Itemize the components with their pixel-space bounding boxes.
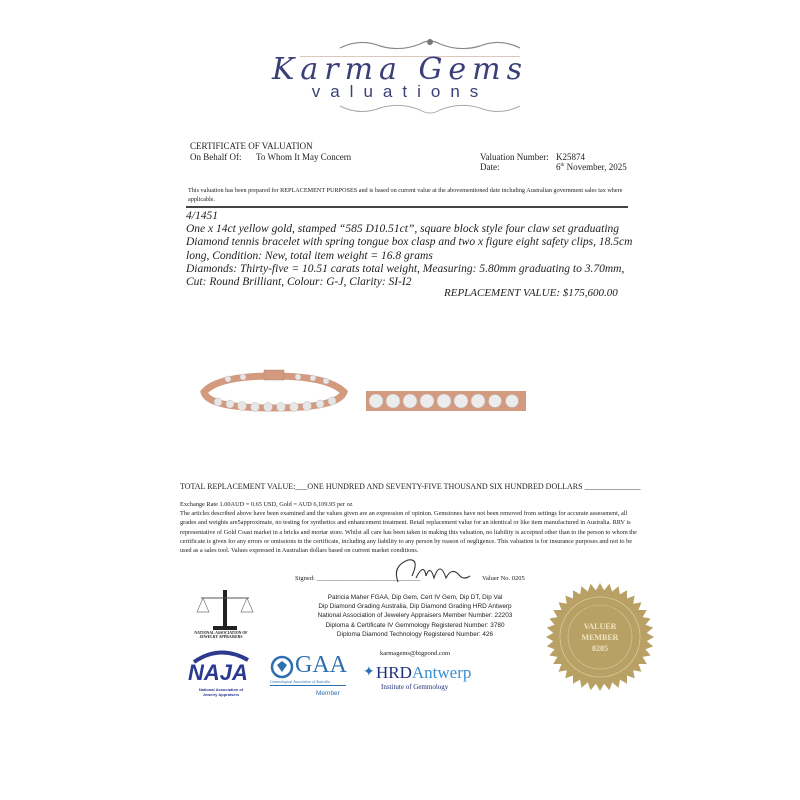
hrd-caption: Institute of Gemmology [381, 683, 449, 691]
credentials [290, 593, 540, 639]
date-suffix: th [560, 163, 565, 168]
seal-line: VALUER [583, 622, 617, 631]
on-behalf-value: To Whom It May Concern [256, 152, 352, 162]
item-diamonds: Diamonds: Thirty-five = 10.51 carats total weight, Measuring: 5.80mm graduating to 3.70mm, Cut: Round Brilliant, Colour: G-J, Clarity: SI-I2 [186, 262, 625, 289]
gaa-rule [270, 685, 346, 686]
date-rest: November, 2025 [564, 162, 627, 172]
disclaimer: This valuation has been prepared for REPLACEMENT PURPOSES and is based on current value at the abovementioned date including Australian government sales tax where applicable. [188, 187, 623, 203]
naja-logo: NAJA [188, 660, 248, 685]
date-value [556, 162, 627, 172]
replacement-value: REPLACEMENT VALUE: $175,600.00 [444, 287, 618, 299]
hrd-logo [376, 663, 471, 683]
item-ref: 4/1451 [186, 210, 218, 222]
signature [390, 556, 485, 586]
naja-scale-caption: NATIONAL ASSOCIATION OF JEWELRY APPRAISERS [194, 631, 248, 639]
ornament-bottom [330, 102, 530, 116]
valuer-number: Valuer No. 0205 [482, 575, 525, 582]
credential-line: Diploma Diamond Technology Registered Number: 426 [336, 630, 494, 638]
gaa-emblem-icon [270, 655, 294, 679]
email[interactable]: karmagems@bigpond.com [379, 650, 451, 657]
signed-line: Signed: ________________________________ [295, 575, 421, 582]
terms-block [180, 500, 640, 555]
logo-subtitle: valuations [311, 82, 489, 101]
gold-seal [544, 581, 656, 693]
gaa-caption: Gemmological Association of Australia [270, 680, 330, 684]
valuation-number-label: Valuation Number: [480, 152, 549, 162]
bracelet-photo-straight [366, 389, 526, 413]
credential-line: Diploma & Certificate IV Gemmology Registered Number: 3780 [325, 621, 505, 629]
ornament-top [330, 38, 530, 52]
hrd-antwerp: Antwerp [411, 663, 472, 682]
total-replacement [180, 482, 641, 491]
valuation-number-value: K25874 [556, 152, 585, 162]
credential-line: Dip Diamond Grading Australia, Dip Diamond Grading HRD Antwerp [318, 603, 512, 611]
total-label: TOTAL REPLACEMENT VALUE:___ [180, 482, 308, 491]
date-day: 6 [556, 162, 561, 172]
total-value: ONE HUNDRED AND SEVENTY-FIVE THOUSAND SIX HUNDRED DOLLARS [307, 482, 583, 491]
scales-of-justice-icon [195, 586, 255, 632]
credential-line: Patricia Maher FGAA, Dip Gem, Cert IV Gem, Dip DT, Dip Val [327, 594, 503, 601]
gaa-logo: GAA [295, 652, 347, 678]
item-block [186, 210, 636, 289]
divider [186, 206, 628, 208]
logo-brand: Karma Gems [271, 52, 529, 87]
gaa-member: Member [316, 690, 340, 697]
on-behalf-label: On Behalf Of: [190, 152, 242, 162]
item-description: One x 14ct yellow gold, stamped “585 D10.51ct”, square block style four claw set graduating Diamond tennis bracelet with spring tongue box clasp and two x figure eight safety clips, 18.5cm long, Condition: New, total item weight = 16.8 grams [186, 223, 633, 262]
total-tail: ______________ [582, 482, 641, 491]
certificate-title: CERTIFICATE OF VALUATION [190, 141, 313, 151]
hrd-text: HRD [376, 663, 412, 682]
bracelet-photo-curved [198, 364, 350, 414]
credential-line: National Association of Jewelery Appraisers Member Number: 22203 [317, 612, 513, 620]
seal-line: 0205 [592, 644, 608, 653]
naja-caption: National Association of Jewelry Appraisers [198, 687, 244, 697]
date-label: Date: [480, 162, 500, 172]
terms-text: The articles described above have been examined and the values given are an expression of opinion. Gemstones have not been removed from settings for accurate assessment, all grades and weights are5approximate, no testing for synthetics and enhancement treatment. Retail replacement value for an identical or like item manufactured in Australia. RRV is representative of Gold Coast market in a bricks and mortar store. Whilst all care has been taken in making this valuation, no liability is accepted other than to the person to whom the certificate is given for any errors or omissions in the certificate, including any liability to any person by reason of negligence. This valuation is for insurance purposes and not to be used as a sales tool. Values expressed in Australian dollars based on current market conditions. [180, 510, 637, 555]
exchange-rate: Exchange Rate 1.00AUD = 0.65 USD, Gold = AUD 6,109.95 per oz [180, 501, 353, 508]
hrd-star-icon: ✦ [363, 665, 375, 680]
seal-line: MEMBER [581, 633, 619, 642]
